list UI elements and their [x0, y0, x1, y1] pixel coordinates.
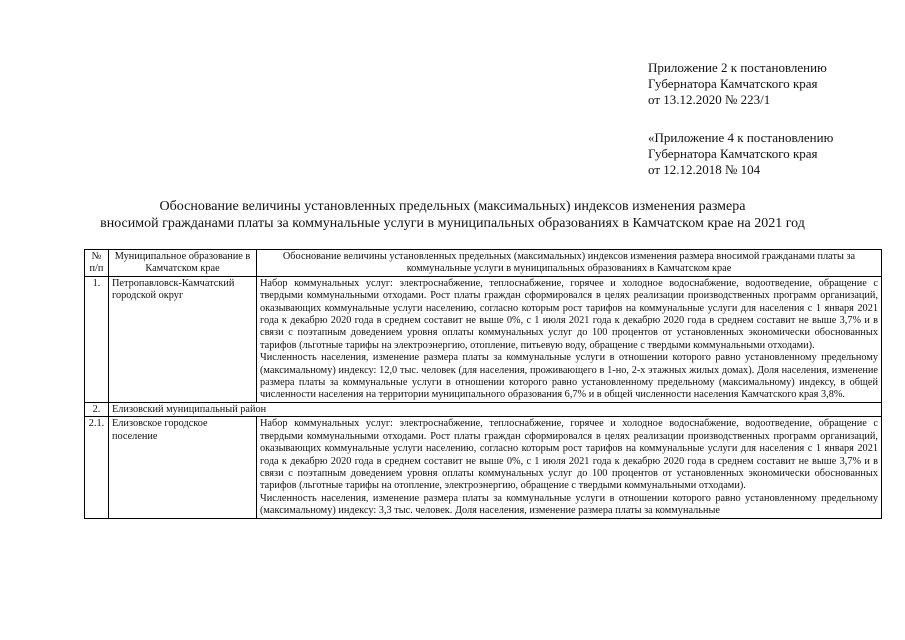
row-municipality: Петропавловск-Камчатский городской округ: [109, 276, 257, 402]
table-row: [85, 417, 882, 518]
row-justification-population: Численность населения, изменение размера платы за коммунальные услуги в отношении которого равно установленному предельному (максимальному) индексу: 12,0 тыс. человек (для населения, проживающего в 1-но, 2-х этажных жилых домах). Доля населения, изменение размера платы за коммунальные услуги в отношении которого равно установленному предельному (максимальному) индексу, в общей численности населения на территории муниципального образования 6,7% и в общей численности населения Камчатского края 3,8%.: [260, 352, 878, 401]
appendix-previous-line1: «Приложение 4 к постановлению: [648, 130, 834, 145]
document-title-line2: вносимой гражданами платы за коммунальные услуги в муниципальных образованиях в Камчатском крае на 2021 год: [100, 216, 805, 231]
row-num: 2.: [85, 402, 109, 416]
document-title-line1: Обоснование величины установленных предельных (максимальных) индексов изменения размера: [159, 199, 746, 214]
justification-table: [84, 249, 882, 519]
table-row: [85, 276, 882, 402]
document-title: [0, 198, 905, 232]
appendix-previous-block: [648, 130, 833, 178]
row-justification: [257, 276, 882, 402]
row-num: 1.: [85, 276, 109, 402]
table-row: [85, 402, 882, 416]
appendix-previous-line2: Губернатора Камчатского края: [648, 146, 818, 161]
header-municipality: Муниципальное образование в Камчатском крае: [109, 250, 257, 277]
row-num: 2.1.: [85, 417, 109, 518]
appendix-current-line2: Губернатора Камчатского края: [648, 76, 818, 91]
header-justification: Обоснование величины установленных предельных (максимальных) индексов изменения размера вносимой гражданами платы за коммунальные услуги в муниципальных образованиях в Камчатском крае: [257, 250, 882, 277]
row-justification-services: Набор коммунальных услуг: электроснабжение, теплоснабжение, горячее и холодное водоснабжение, водоотведение, обращение с твердыми коммунальными отходами. Рост платы граждан сформировался в целях реализации производственных программ организаций, оказывающих коммунальные услуги населению, согласно которым рост тарифов на коммунальные услуги для населения с 1 января 2021 года к декабрю 2020 года в среднем составит не выше 0%, с 1 июля 2021 года к декабрю 2020 года в среднем составит не выше 3,7% и в связи с поэтапным доведением уровня оплаты коммунальных услуг до 100 процентов от установленных экономически обоснованных тарифов (льготные тарифы на отопление, электроэнергию, обращение с твердыми коммунальными отходами).: [260, 418, 878, 492]
appendix-current-line1: Приложение 2 к постановлению: [648, 60, 827, 75]
header-num: № п/п: [85, 250, 109, 277]
appendix-previous-line3: от 12.12.2018 № 104: [648, 162, 761, 177]
table-header-row: [85, 250, 882, 277]
appendix-current-line3: от 13.12.2020 № 223/1: [648, 92, 771, 107]
row-justification-services: Набор коммунальных услуг: электроснабжение, теплоснабжение, горячее и холодное водоснабжение, водоотведение, обращение с твердыми коммунальными отходами. Рост платы граждан сформировался в целях реализации производственных программ организаций, оказывающих коммунальные услуги населению, согласно которым рост тарифов на коммунальные услуги для населения с 1 января 2021 года к декабрю 2020 года в среднем составит не выше 0%, с 1 июля 2021 года к декабрю 2020 года в среднем составит не выше 3,7% и в связи с поэтапным доведением уровня оплаты коммунальных услуг до 100 процентов от установленных экономически обоснованных тарифов (льготные тарифы на электроэнергию, отопление, питьевую воду, обращение с твердыми коммунальными отходами).: [260, 277, 878, 351]
row-justification-population: Численность населения, изменение размера платы за коммунальные услуги в отношении которого равно установленному предельному (максимальному) индексу: 3,3 тыс. человек. Доля населения, изменение размера платы за коммунальные: [260, 492, 878, 517]
appendix-current-block: [648, 60, 827, 108]
row-justification: [257, 417, 882, 518]
row-district: Елизовский муниципальный район: [109, 402, 882, 416]
row-municipality: Елизовское городское поселение: [109, 417, 257, 518]
